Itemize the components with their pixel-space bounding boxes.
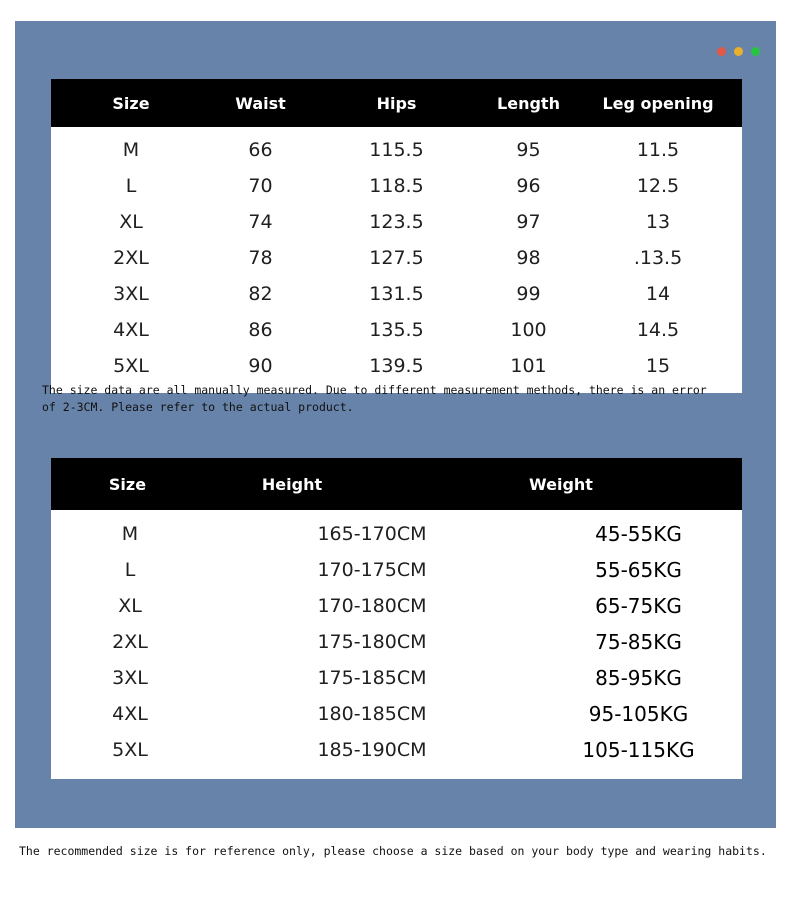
- table-row: [51, 732, 742, 768]
- measurement-note: The size data are all manually measured. Due to different measurement methods, there is an error of 2-3CM. Please refer to the actual product.: [42, 383, 707, 414]
- height-cell: 170-175CM: [317, 559, 427, 581]
- header-size: Size: [108, 474, 147, 494]
- weight-cell: 105-115KG: [582, 738, 695, 762]
- weight-cell: 45-55KG: [595, 522, 682, 546]
- table-row: [51, 132, 742, 168]
- length-cell: 101: [510, 355, 547, 377]
- hips-cell: 139.5: [369, 355, 424, 377]
- hips-cell: 127.5: [369, 247, 424, 269]
- hips-cell: 135.5: [369, 319, 424, 341]
- size-chart-panel: [15, 21, 776, 828]
- size-cell: 4XL: [112, 703, 148, 725]
- hips-cell: 123.5: [369, 211, 424, 233]
- weight-cell: 95-105KG: [588, 702, 689, 726]
- table-row: [51, 588, 742, 624]
- waist-cell: 74: [248, 211, 273, 233]
- waist-cell: 86: [248, 319, 273, 341]
- waist-cell: 82: [248, 283, 273, 305]
- height-cell: 175-185CM: [317, 667, 427, 689]
- waist-cell: 70: [248, 175, 273, 197]
- leg-opening-cell: 13: [645, 211, 671, 233]
- size-cell: 2XL: [112, 631, 148, 653]
- size-cell: 5XL: [113, 355, 149, 377]
- window-dots: [717, 47, 760, 56]
- length-cell: 95: [516, 139, 541, 161]
- yellow-dot-icon: [734, 47, 743, 56]
- table-row: [51, 660, 742, 696]
- leg-opening-cell: 12.5: [636, 175, 680, 197]
- table-row: [51, 552, 742, 588]
- red-dot-icon: [717, 47, 726, 56]
- length-cell: 99: [516, 283, 541, 305]
- footer-note: The recommended size is for reference only, please choose a size based on your body type and wearing habits.: [19, 844, 767, 858]
- table-row: [51, 696, 742, 732]
- weight-cell: 65-75KG: [595, 594, 682, 618]
- header-hips: Hips: [376, 93, 417, 113]
- size-cell: M: [122, 139, 140, 161]
- height-cell: 175-180CM: [317, 631, 427, 653]
- height-cell: 180-185CM: [317, 703, 427, 725]
- hips-cell: 118.5: [369, 175, 424, 197]
- leg-opening-cell: 14: [645, 283, 671, 305]
- size-cell: L: [125, 175, 137, 197]
- table-row: [51, 516, 742, 552]
- measurement-table-header: [51, 79, 742, 127]
- recommendation-table-header: [51, 458, 742, 510]
- height-cell: 170-180CM: [317, 595, 427, 617]
- height-cell: 165-170CM: [317, 523, 427, 545]
- size-cell: 4XL: [113, 319, 149, 341]
- size-cell: 2XL: [113, 247, 149, 269]
- size-cell: M: [121, 523, 139, 545]
- size-cell: XL: [118, 595, 142, 617]
- recommendation-table: [51, 458, 742, 779]
- table-row: [51, 240, 742, 276]
- size-cell: 3XL: [112, 667, 148, 689]
- length-cell: 97: [516, 211, 541, 233]
- header-length: Length: [497, 93, 560, 113]
- header-weight: Weight: [529, 474, 593, 494]
- leg-opening-cell: 14.5: [636, 319, 680, 341]
- size-cell: 3XL: [113, 283, 149, 305]
- waist-cell: 90: [248, 355, 273, 377]
- hips-cell: 131.5: [369, 283, 424, 305]
- measurement-table: [51, 79, 742, 393]
- header-height: Height: [261, 474, 323, 494]
- table-row: [51, 312, 742, 348]
- size-cell: 5XL: [112, 739, 148, 761]
- table-row: [51, 168, 742, 204]
- leg-opening-cell: 15: [645, 355, 671, 377]
- table-row: [51, 348, 742, 384]
- table-row: [51, 624, 742, 660]
- table-row: [51, 276, 742, 312]
- recommendation-table-body: [51, 510, 742, 768]
- green-dot-icon: [751, 47, 760, 56]
- table-row: [51, 204, 742, 240]
- waist-cell: 66: [248, 139, 273, 161]
- height-cell: 185-190CM: [317, 739, 427, 761]
- weight-cell: 55-65KG: [595, 558, 682, 582]
- leg-opening-cell: 11.5: [636, 139, 680, 161]
- length-cell: 98: [516, 247, 541, 269]
- header-size: Size: [112, 93, 150, 113]
- length-cell: 100: [510, 319, 547, 341]
- leg-opening-cell: .13.5: [633, 247, 683, 269]
- hips-cell: 115.5: [369, 139, 424, 161]
- weight-cell: 75-85KG: [595, 630, 682, 654]
- waist-cell: 78: [248, 247, 273, 269]
- length-cell: 96: [516, 175, 541, 197]
- header-waist: Waist: [235, 93, 286, 113]
- measurement-table-body: [51, 127, 742, 384]
- size-cell: XL: [119, 211, 143, 233]
- size-cell: L: [124, 559, 136, 581]
- weight-cell: 85-95KG: [595, 666, 682, 690]
- header-leg-opening: Leg opening: [602, 93, 714, 113]
